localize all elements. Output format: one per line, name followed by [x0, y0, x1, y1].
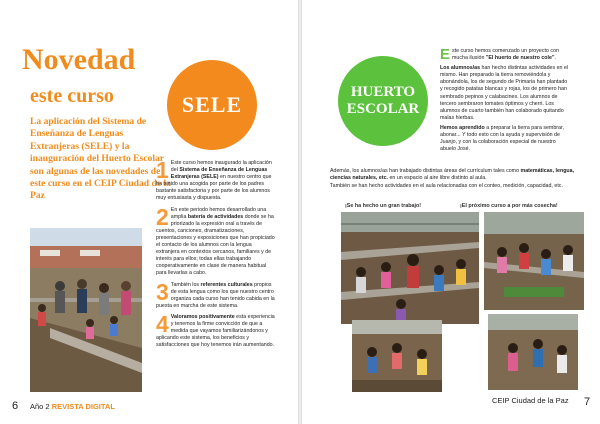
caption-1: ¡Se ha hecho un gran trabajo!	[345, 203, 422, 209]
page-title: Novedad	[22, 43, 136, 76]
footer-magazine: REVISTA DIGITAL	[51, 402, 115, 411]
huerto-label-line2: ESCOLAR	[346, 101, 420, 117]
huerto-paragraph-5: También se han hecho actividades en el aula relacionadas con el conteo, medición, capacidad, etc.	[330, 183, 563, 190]
garden-photo-4	[488, 314, 578, 390]
paragraph-2	[156, 203, 276, 278]
huerto-label	[347, 84, 420, 118]
huerto-p3-text: a preparar la tierra para sembrar, abonar... Y todo esto con la ayuda y supervisión de Juanjo, y con la colaboración especial de nuestro abuelo José.	[440, 124, 564, 153]
huerto-p1-bold: "El huerto de nuestro cole"	[485, 55, 555, 62]
p1-text-end: en nuestro centro que ha tenido una acogida por parte de los padres bastante satisfactoria y por parte de los alumnos muy entusiasta y dispuesta.	[156, 174, 272, 202]
sele-article	[156, 157, 276, 349]
huerto-article-column	[440, 48, 570, 153]
intro-text: La aplicación del Sistema de Enseñanza de Lenguas Extranjeras (SELE) y la inauguración del Huerto Escolar son algunas de las novedades de este curso en el CEIP Ciudad de la Paz	[30, 116, 171, 202]
footer-left	[30, 402, 115, 411]
huerto-p4-bold: matemáticas, lengua, ciencias naturales, etc.	[330, 168, 575, 182]
p1-text: Este curso hemos inaugurado la aplicación del	[170, 160, 272, 174]
p1-bold: Sistema de Enseñanza de Lenguas Extranjeras (SELE)	[170, 167, 268, 181]
paragraph-1	[156, 157, 276, 203]
garden-photo-2	[484, 212, 584, 310]
p2-text-end: donde se ha priorizado la expresión oral a través de cuentos, canciones, dramatizaciones, presentaciones y exposiciones que han propiciado el contacto de los alumnos con la lengua extranjera en contextos cercanos, familiares y de interés para ellos; todas ellas trabajando cooperativamente en clase de manera habitual para llevarlas a cabo.	[156, 213, 275, 277]
paragraph-3	[156, 278, 276, 310]
huerto-paragraph-1	[440, 48, 570, 62]
number-4: 4	[156, 310, 169, 337]
huerto-p1-end: .	[554, 55, 556, 62]
huerto-p4-end: en un espacio al aire libre distinto al aula.	[388, 175, 487, 182]
paragraph-4	[156, 310, 276, 349]
dropcap-e: E	[440, 46, 451, 63]
number-3: 3	[156, 278, 169, 305]
garden-photo-1	[341, 212, 479, 324]
huerto-paragraph-4	[330, 168, 575, 182]
page-number-right: 7	[584, 396, 591, 408]
huerto-paragraph-2	[440, 65, 570, 122]
garden-photo-3	[352, 320, 442, 392]
huerto-p2-text: han hecho distintas actividades en el mismo. Han preparado la tierra removiéndola y abonándola, los de segundo de Primaria han plantado y recogido patatas blancas y rojas, los de primero han sembrado pepinos y calabacines. Los alumnos de tercero sembraron tomates óptimos y cherri. Los alumnos de cuarto también han colaborado quitando malas hierbas.	[440, 65, 569, 121]
huerto-label-line1: HUERTO	[350, 84, 416, 100]
caption-2: ¡El próximo curso a por más cosecha!	[460, 203, 558, 209]
huerto-paragraph-3	[440, 125, 570, 153]
footer-year: Año 2	[30, 402, 50, 411]
number-2: 2	[156, 203, 169, 230]
footer-right: CEIP Ciudad de la Paz	[492, 396, 569, 405]
huerto-p3-bold: Hemos aprendido	[440, 124, 485, 131]
garden-photo-left	[30, 228, 142, 392]
huerto-article-wide	[330, 168, 575, 190]
sele-badge	[167, 60, 257, 150]
number-1: 1	[156, 157, 169, 183]
huerto-p2-bold: Los alumnos/as	[440, 65, 481, 72]
page-subtitle: este curso	[30, 85, 114, 107]
p3-text: También los	[170, 281, 201, 288]
p3-text-end: propios de esta lengua como los que nuestro centro organiza cada curso han tenido cabida en la puesta en marcha de este sistema.	[156, 281, 275, 309]
p4-bold: Valoramos positivamente	[170, 313, 235, 320]
sele-label: SELE	[181, 92, 243, 117]
p2-text: En este periodo hemos desarrollado una amplia	[170, 206, 267, 220]
p2-bold: batería de actividades	[187, 213, 244, 220]
p4-text: esta experiencia y tenemos la firme convicción de que a medida que vayamos familiarizándonos y aplicando este sistema, los beneficios y satisfacciones que hoy tenemos irán aumentando.	[156, 313, 275, 349]
huerto-badge	[338, 56, 428, 146]
p3-bold: referentes culturales	[200, 281, 253, 288]
huerto-p4-text: Además, los alumnos/as han trabajado distintas áreas del currículum tales como	[330, 168, 521, 174]
page-number-left: 6	[12, 400, 19, 412]
page-spine	[298, 0, 302, 424]
huerto-p1-text: ste curso hemos comenzado un proyecto con mucha ilusión	[452, 48, 559, 62]
